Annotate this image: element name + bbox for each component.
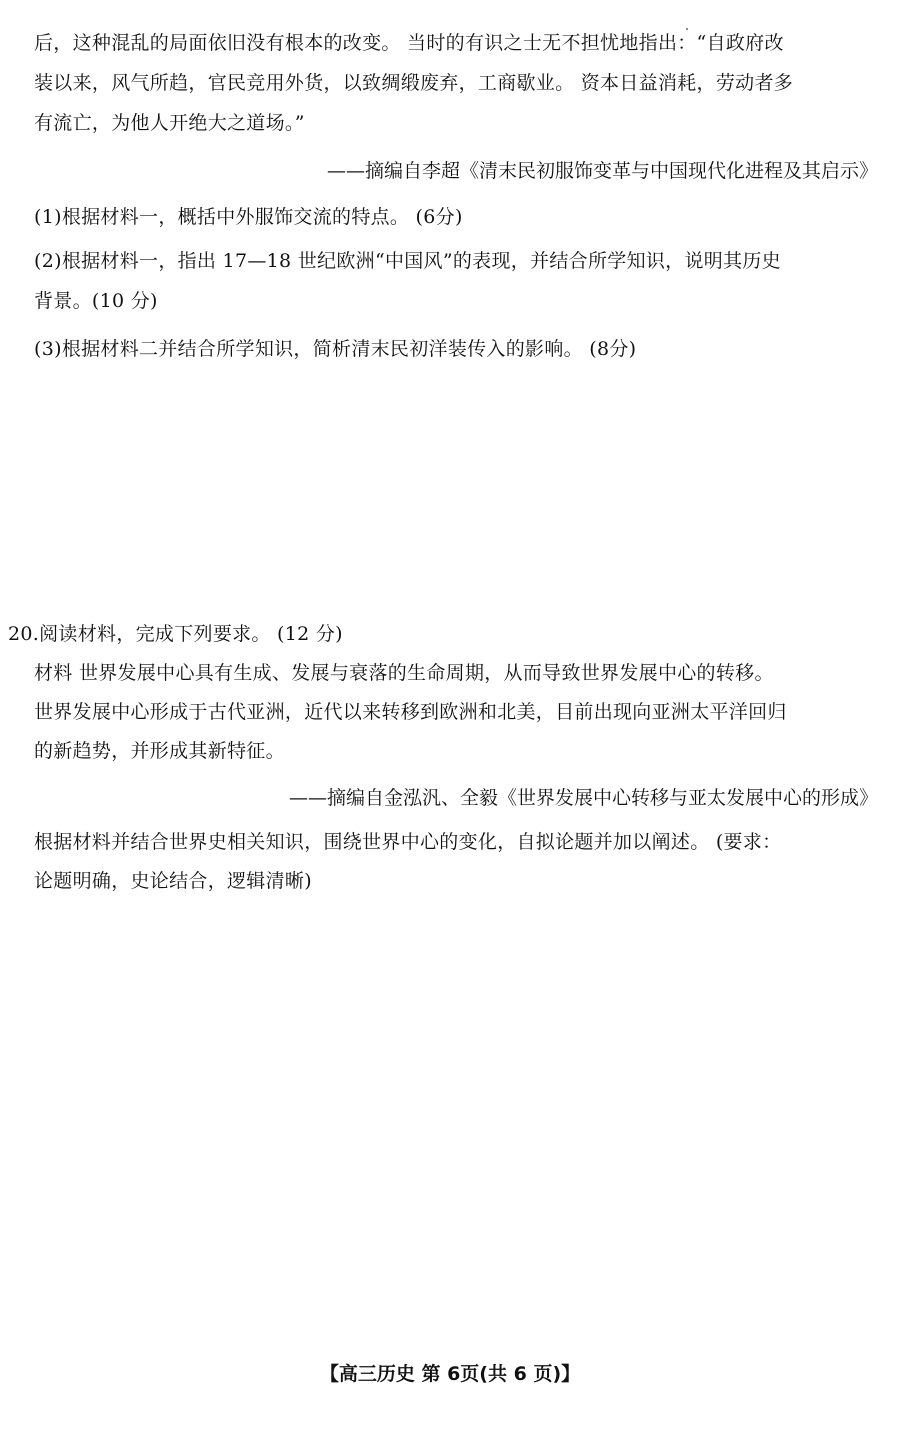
q20-requirement-line-1: 根据材料并结合世界史相关知识，围绕世界中心的变化，自拟论题并加以阐述。 (要求： <box>34 831 782 853</box>
subquestion-1: (1)根据材料一，概括中外服饰交流的特点。 (6分) <box>34 206 463 228</box>
q20-material-line-2: 世界发展中心形成于古代亚洲，近代以来转移到欧洲和北美，目前出现向亚洲太平洋回归 <box>34 701 787 723</box>
material-line-3: 有流亡，为他人开绝大之道场。” <box>34 112 305 134</box>
subquestion-2-line-2: 背景。(10 分) <box>34 290 158 312</box>
question-20-heading: 20.阅读材料，完成下列要求。 (12 分) <box>8 623 343 645</box>
material-source: ——摘编自李超《清末民初服饰变革与中国现代化进程及其启示》 <box>326 160 878 182</box>
q20-material-line-3: 的新趋势，并形成其新特征。 <box>34 740 285 762</box>
page-footer: 【高三历史 第 6页(共 6 页)】 <box>319 1363 581 1385</box>
material-line-2: 装以来，风气所趋，官民竞用外货，以致绸缎废弃，工商歇业。 资本日益消耗，劳动者多 <box>34 72 794 94</box>
subquestion-2-line-1: (2)根据材料一，指出 17—18 世纪欧洲“中国风”的表现，并结合所学知识，说明其历史 <box>34 250 781 272</box>
subquestion-3: (3)根据材料二并结合所学知识，简析清末民初洋装传入的影响。 (8分) <box>34 338 637 360</box>
scan-speck <box>686 28 688 30</box>
material-line-1: 后，这种混乱的局面依旧没有根本的改变。 当时的有识之士无不担忧地指出：“自政府改 <box>34 32 784 54</box>
q20-material-line-1: 材料 世界发展中心具有生成、发展与衰落的生命周期，从而导致世界发展中心的转移。 <box>34 662 774 684</box>
q20-source: ——摘编自金泓汎、全毅《世界发展中心转移与亚太发展中心的形成》 <box>288 787 878 809</box>
q20-requirement-line-2: 论题明确，史论结合，逻辑清晰) <box>34 870 312 892</box>
